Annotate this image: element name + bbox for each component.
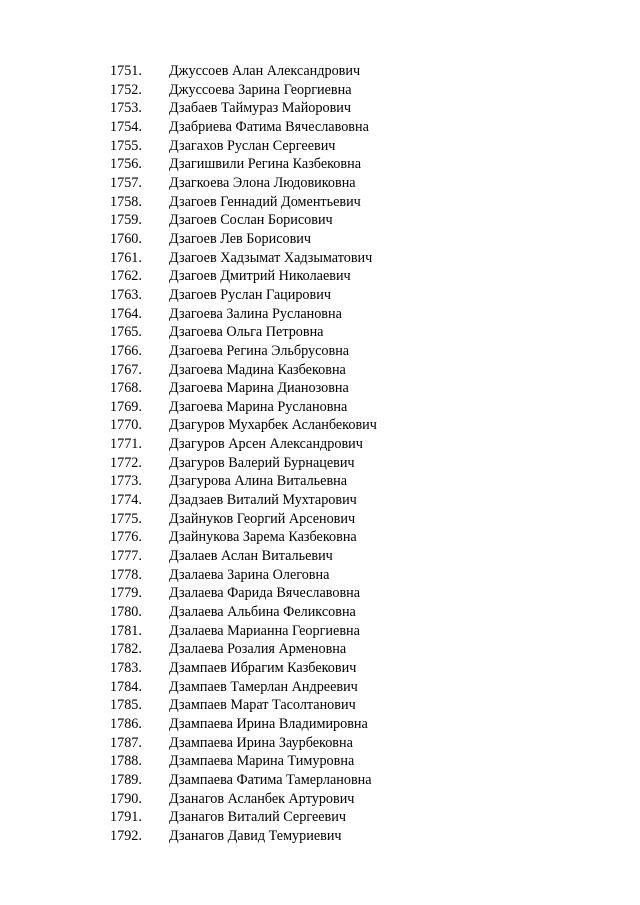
entry-number: 1776.: [110, 529, 142, 546]
entry-full-name: Дзампаев Марат Тасолтанович: [169, 697, 356, 714]
entry-full-name: Дзадзаев Виталий Мухтарович: [169, 492, 357, 509]
list-item: [110, 528, 377, 547]
list-item: [110, 193, 377, 212]
list-item: [110, 827, 377, 846]
entry-full-name: Дзагурова Алина Витальевна: [169, 473, 348, 490]
entry-number: 1771.: [110, 436, 142, 453]
entry-full-name: Дзагуров Арсен Александрович: [169, 436, 363, 453]
entry-full-name: Дзалаева Альбина Феликсовна: [169, 604, 356, 621]
entry-full-name: Дзагоев Лев Борисович: [169, 230, 312, 247]
list-item: [110, 230, 377, 249]
entry-number: 1759.: [110, 212, 142, 229]
list-item: [110, 435, 377, 454]
entry-number: 1772.: [110, 454, 142, 471]
list-item: [110, 472, 377, 491]
entry-number: 1753.: [110, 100, 142, 117]
list-item: [110, 640, 377, 659]
entry-number: 1786.: [110, 715, 142, 732]
list-item: [110, 361, 377, 380]
entry-number: 1773.: [110, 473, 142, 490]
entry-full-name: Дзампаев Ибрагим Казбекович: [169, 660, 357, 676]
entry-number: 1778.: [110, 566, 142, 583]
entry-full-name: Дзагуров Валерий Бурнацевич: [169, 454, 355, 471]
entry-full-name: Дзалаева Зарина Олеговна: [169, 566, 330, 583]
entry-number: 1751.: [110, 63, 142, 79]
entry-number: 1787.: [110, 734, 142, 751]
entry-number: 1764.: [110, 305, 142, 322]
list-item: [110, 323, 377, 342]
entry-number: 1768.: [110, 380, 142, 397]
list-item: [110, 286, 377, 305]
list-item: [110, 62, 377, 81]
list-item: [110, 398, 377, 417]
list-item: [110, 118, 377, 137]
entry-full-name: Дзагкоева Элона Людовиковна: [169, 174, 356, 191]
entry-full-name: Дзабаев Таймураз Майорович: [169, 100, 352, 117]
entry-number: 1790.: [110, 790, 142, 807]
list-item: [110, 790, 377, 809]
entry-number: 1770.: [110, 417, 142, 434]
entry-full-name: Дзалаева Марианна Георгиевна: [169, 622, 360, 639]
entry-number: 1756.: [110, 156, 142, 173]
entry-number: 1788.: [110, 753, 142, 770]
entry-full-name: Дзагоева Залина Руслановна: [169, 305, 342, 322]
list-item: [110, 174, 377, 193]
entry-full-name: Джуссоева Зарина Георгиевна: [169, 81, 352, 98]
name-list: [110, 62, 377, 846]
entry-number: 1783.: [110, 660, 142, 676]
list-item: [110, 715, 377, 734]
list-item: [110, 771, 377, 790]
entry-number: 1763.: [110, 286, 142, 303]
entry-number: 1779.: [110, 585, 142, 602]
entry-full-name: Джуссоев Алан Александрович: [169, 63, 361, 79]
entry-number: 1775.: [110, 510, 142, 527]
list-item: [110, 137, 377, 156]
list-item: [110, 510, 377, 529]
list-item: [110, 305, 377, 324]
entry-full-name: Дзанагов Виталий Сергеевич: [169, 809, 346, 826]
entry-full-name: Дзанагов Асланбек Артурович: [169, 790, 355, 807]
entry-number: 1792.: [110, 827, 142, 844]
entry-full-name: Дзалаева Розалия Арменовна: [169, 641, 347, 658]
entry-full-name: Дзагоева Регина Эльбрусовна: [169, 342, 350, 359]
list-item: [110, 678, 377, 697]
entry-number: 1785.: [110, 697, 142, 714]
list-item: [110, 416, 377, 435]
entry-full-name: Дзагоева Марина Руслановна: [169, 398, 348, 415]
list-item: [110, 211, 377, 230]
entry-number: 1789.: [110, 771, 142, 788]
list-item: [110, 155, 377, 174]
entry-number: 1757.: [110, 174, 142, 191]
entry-number: 1777.: [110, 548, 142, 565]
entry-full-name: Дзампаева Ирина Заурбековна: [169, 734, 353, 751]
list-item: [110, 659, 377, 678]
entry-full-name: Дзагоев Сослан Борисович: [169, 212, 333, 229]
entry-full-name: Дзагоева Ольга Петровна: [169, 324, 324, 341]
entry-number: 1765.: [110, 324, 142, 341]
entry-full-name: Дзайнуков Георгий Арсенович: [169, 510, 356, 527]
entry-number: 1766.: [110, 342, 142, 359]
entry-number: 1760.: [110, 230, 142, 247]
entry-full-name: Дзагоев Руслан Гацирович: [169, 286, 331, 303]
entry-full-name: Дзампаева Марина Тимуровна: [169, 753, 355, 770]
entry-number: 1758.: [110, 193, 142, 210]
list-item: [110, 808, 377, 827]
entry-full-name: Дзагахов Руслан Сергеевич: [169, 137, 336, 154]
entry-number: 1774.: [110, 492, 142, 509]
entry-full-name: Дзампаева Ирина Владимировна: [169, 715, 368, 732]
list-item: [110, 267, 377, 286]
list-item: [110, 81, 377, 100]
list-item: [110, 696, 377, 715]
list-item: [110, 752, 377, 771]
entry-full-name: Дзалаев Аслан Витальевич: [169, 548, 333, 565]
list-item: [110, 734, 377, 753]
entry-full-name: Дзабриева Фатима Вячеславовна: [169, 118, 369, 135]
entry-number: 1755.: [110, 137, 142, 154]
entry-number: 1769.: [110, 398, 142, 415]
list-item: [110, 603, 377, 622]
entry-number: 1767.: [110, 361, 142, 378]
entry-full-name: Дзанагов Давид Темуриевич: [169, 827, 342, 844]
list-item: [110, 622, 377, 641]
entry-full-name: Дзагоева Мадина Казбековна: [169, 361, 346, 378]
list-item: [110, 379, 377, 398]
entry-full-name: Дзагоев Геннадий Доментьевич: [169, 193, 361, 210]
entry-full-name: Дзагоев Хадзымат Хадзыматович: [169, 249, 373, 266]
list-item: [110, 566, 377, 585]
list-item: [110, 249, 377, 268]
entry-number: 1754.: [110, 118, 142, 135]
list-item: [110, 584, 377, 603]
entry-full-name: Дзампаева Фатима Тамерлановна: [169, 771, 372, 788]
entry-full-name: Дзагоев Дмитрий Николаевич: [169, 268, 351, 285]
entry-number: 1752.: [110, 81, 142, 98]
entry-number: 1781.: [110, 622, 142, 639]
entry-number: 1762.: [110, 268, 142, 285]
list-item: [110, 547, 377, 566]
entry-full-name: Дзагуров Мухарбек Асланбекович: [169, 417, 377, 434]
list-item: [110, 454, 377, 473]
entry-number: 1761.: [110, 249, 142, 266]
entry-full-name: Дзампаев Тамерлан Андреевич: [169, 678, 358, 695]
list-item: [110, 99, 377, 118]
entry-number: 1780.: [110, 604, 142, 621]
entry-number: 1782.: [110, 641, 142, 658]
list-item: [110, 491, 377, 510]
entry-full-name: Дзагоева Марина Дианозовна: [169, 380, 349, 397]
entry-full-name: Дзайнукова Зарема Казбековна: [169, 529, 357, 546]
entry-full-name: Дзагишвили Регина Казбековна: [169, 156, 361, 173]
list-item: [110, 342, 377, 361]
entry-full-name: Дзалаева Фарида Вячеславовна: [169, 585, 361, 602]
entry-number: 1784.: [110, 678, 142, 695]
entry-number: 1791.: [110, 809, 142, 826]
